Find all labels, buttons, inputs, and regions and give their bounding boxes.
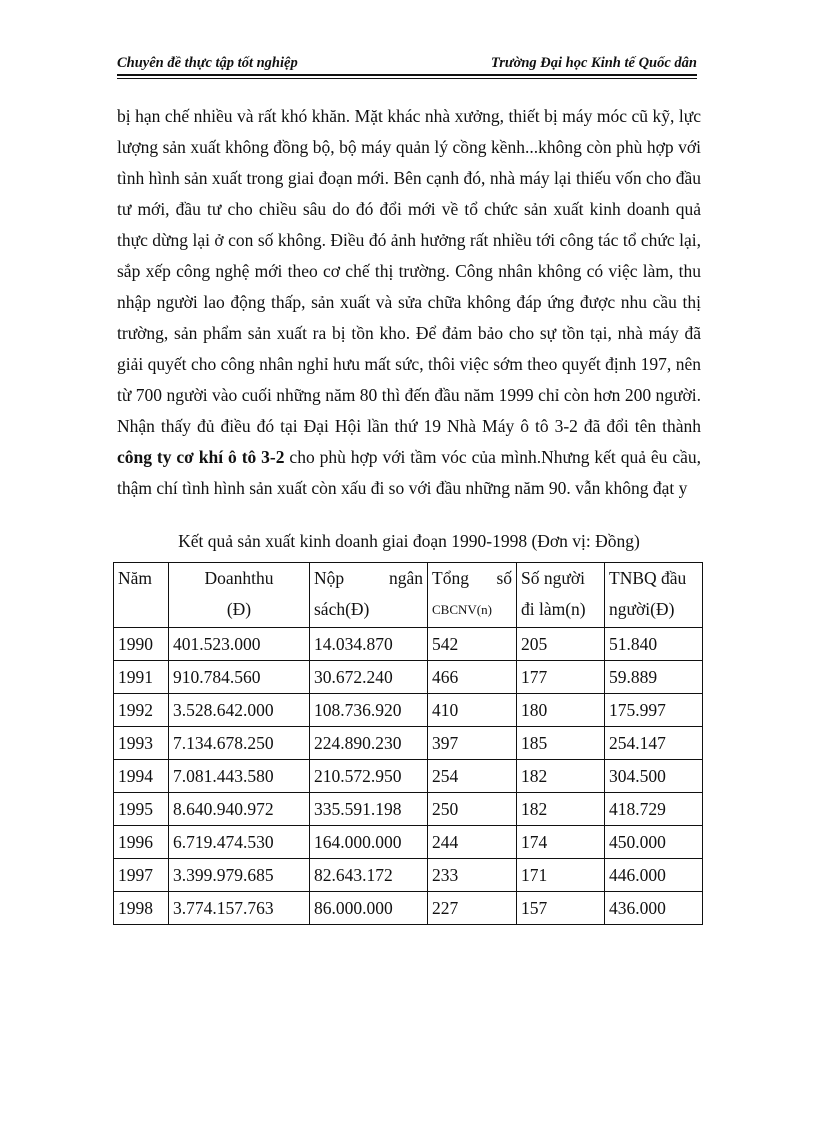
header-total-word1: Tổng xyxy=(432,568,469,588)
cell-budget: 335.591.198 xyxy=(310,793,428,826)
header-workers-line2: đi làm(n) xyxy=(521,599,586,619)
cell-workers: 171 xyxy=(517,859,605,892)
table-row xyxy=(114,859,703,892)
cell-total-staff: 233 xyxy=(428,859,517,892)
cell-revenue: 910.784.560 xyxy=(169,661,310,694)
cell-workers: 182 xyxy=(517,760,605,793)
cell-revenue: 401.523.000 xyxy=(169,628,310,661)
cell-revenue: 7.081.443.580 xyxy=(169,760,310,793)
cell-budget: 86.000.000 xyxy=(310,892,428,925)
header-budget-line1 xyxy=(314,563,423,594)
table-row xyxy=(114,826,703,859)
header-workers-line1: Số người xyxy=(521,568,585,588)
cell-budget: 30.672.240 xyxy=(310,661,428,694)
table-caption: Kết quả sản xuất kinh doanh giai đoạn 1990-1998 (Đơn vị: Đồng) xyxy=(178,531,640,551)
cell-year: 1990 xyxy=(114,628,169,661)
cell-avg-income: 436.000 xyxy=(605,892,703,925)
header-right-title: Trường Đại học Kinh tế Quốc dân xyxy=(490,55,697,71)
header-total-line1 xyxy=(432,563,512,594)
cell-budget: 14.034.870 xyxy=(310,628,428,661)
cell-workers: 182 xyxy=(517,793,605,826)
paragraph-text-2: cho phù hợp với tầm vóc của mình.Nhưng kết quả êu cầu, thậm chí tình hình sản xuất còn xấu đi so với đầu những năm 90. vẫn không đạt y xyxy=(117,447,701,498)
header-year-label: Năm xyxy=(118,568,153,588)
cell-workers: 177 xyxy=(517,661,605,694)
company-name-bold: công ty cơ khí ô tô 3-2 xyxy=(117,447,285,467)
cell-avg-income: 304.500 xyxy=(605,760,703,793)
cell-year: 1995 xyxy=(114,793,169,826)
table-row xyxy=(114,661,703,694)
cell-avg-income: 51.840 xyxy=(605,628,703,661)
results-table xyxy=(113,562,703,925)
header-revenue-line1: Doanhthu xyxy=(204,568,274,588)
table-header-row xyxy=(114,563,703,628)
header-revenue-line2: (Đ) xyxy=(226,599,252,619)
cell-avg-income: 59.889 xyxy=(605,661,703,694)
cell-workers: 185 xyxy=(517,727,605,760)
header-total-staff xyxy=(428,563,517,628)
cell-avg-income: 446.000 xyxy=(605,859,703,892)
header-total-line2: CBCNV(n) xyxy=(432,602,492,617)
table-row xyxy=(114,793,703,826)
cell-budget: 210.572.950 xyxy=(310,760,428,793)
cell-budget: 224.890.230 xyxy=(310,727,428,760)
cell-revenue: 3.528.642.000 xyxy=(169,694,310,727)
cell-revenue: 8.640.940.972 xyxy=(169,793,310,826)
table-row xyxy=(114,628,703,661)
cell-revenue: 3.399.979.685 xyxy=(169,859,310,892)
cell-total-staff: 410 xyxy=(428,694,517,727)
cell-total-staff: 250 xyxy=(428,793,517,826)
header-total-word2: số xyxy=(496,568,512,588)
header-budget-word2: ngân xyxy=(388,568,423,588)
header-divider xyxy=(117,74,697,79)
page-header xyxy=(117,50,697,72)
cell-year: 1998 xyxy=(114,892,169,925)
cell-avg-income: 175.997 xyxy=(605,694,703,727)
cell-workers: 174 xyxy=(517,826,605,859)
cell-total-staff: 466 xyxy=(428,661,517,694)
cell-workers: 180 xyxy=(517,694,605,727)
header-budget xyxy=(310,563,428,628)
header-budget-word1: Nộp xyxy=(314,568,345,588)
cell-total-staff: 397 xyxy=(428,727,517,760)
header-income-line1: TNBQ đầu xyxy=(609,568,687,588)
cell-revenue: 7.134.678.250 xyxy=(169,727,310,760)
cell-budget: 82.643.172 xyxy=(310,859,428,892)
header-budget-line2: sách(Đ) xyxy=(314,599,370,619)
cell-year: 1993 xyxy=(114,727,169,760)
header-income-line2: người(Đ) xyxy=(609,599,675,619)
cell-year: 1997 xyxy=(114,859,169,892)
header-left-title: Chuyên đề thực tập tốt nghiệp xyxy=(117,55,298,71)
cell-total-staff: 227 xyxy=(428,892,517,925)
cell-avg-income: 450.000 xyxy=(605,826,703,859)
cell-year: 1996 xyxy=(114,826,169,859)
cell-avg-income: 254.147 xyxy=(605,727,703,760)
table-row xyxy=(114,694,703,727)
cell-workers: 205 xyxy=(517,628,605,661)
cell-budget: 164.000.000 xyxy=(310,826,428,859)
header-workers xyxy=(517,563,605,628)
cell-total-staff: 254 xyxy=(428,760,517,793)
cell-year: 1992 xyxy=(114,694,169,727)
cell-total-staff: 244 xyxy=(428,826,517,859)
table-row xyxy=(114,760,703,793)
cell-year: 1991 xyxy=(114,661,169,694)
body-paragraph xyxy=(117,101,701,504)
cell-workers: 157 xyxy=(517,892,605,925)
header-year xyxy=(114,563,169,628)
table-row xyxy=(114,892,703,925)
table-body xyxy=(114,628,703,925)
cell-total-staff: 542 xyxy=(428,628,517,661)
cell-year: 1994 xyxy=(114,760,169,793)
cell-avg-income: 418.729 xyxy=(605,793,703,826)
cell-revenue: 6.719.474.530 xyxy=(169,826,310,859)
paragraph-text-1: bị hạn chế nhiều và rất khó khăn. Mặt khác nhà xưởng, thiết bị máy móc cũ kỹ, lực lượng sản xuất không đồng bộ, bộ máy quản lý cồng kềnh...không còn phù hợp với tình hình sản xuất trong giai đoạn mới. Bên cạnh đó, nhà máy lại thiếu vốn cho đầu tư mới, đầu tư cho chiều sâu do đó đổi mới về tổ chức sản xuất kinh doanh quả thực dừng lại ở con số không. Điều đó ảnh hưởng rất nhiều tới công tác tổ chức lại, sắp xếp công nghệ mới theo cơ chế thị trường. Công nhân không có việc làm, thu nhập người lao động thấp, sản xuất và sửa chữa không đáp ứng được nhu cầu thị trường, sản phẩm sản xuất ra bị tồn kho. Để đảm bảo cho sự tồn tại, nhà máy đã giải quyết cho công nhân nghỉ hưu mất sức, thôi việc sớm theo quyết định 197, nên từ 700 người vào cuối những năm 80 thì đến đầu năm 1999 chỉ còn hơn 200 người. Nhận thấy đủ điều đó tại Đại Hội lần thứ 19 Nhà Máy ô tô 3-2 đã đổi tên thành xyxy=(117,106,701,436)
header-revenue xyxy=(169,563,310,628)
table-row xyxy=(114,727,703,760)
cell-revenue: 3.774.157.763 xyxy=(169,892,310,925)
cell-budget: 108.736.920 xyxy=(310,694,428,727)
header-avg-income xyxy=(605,563,703,628)
